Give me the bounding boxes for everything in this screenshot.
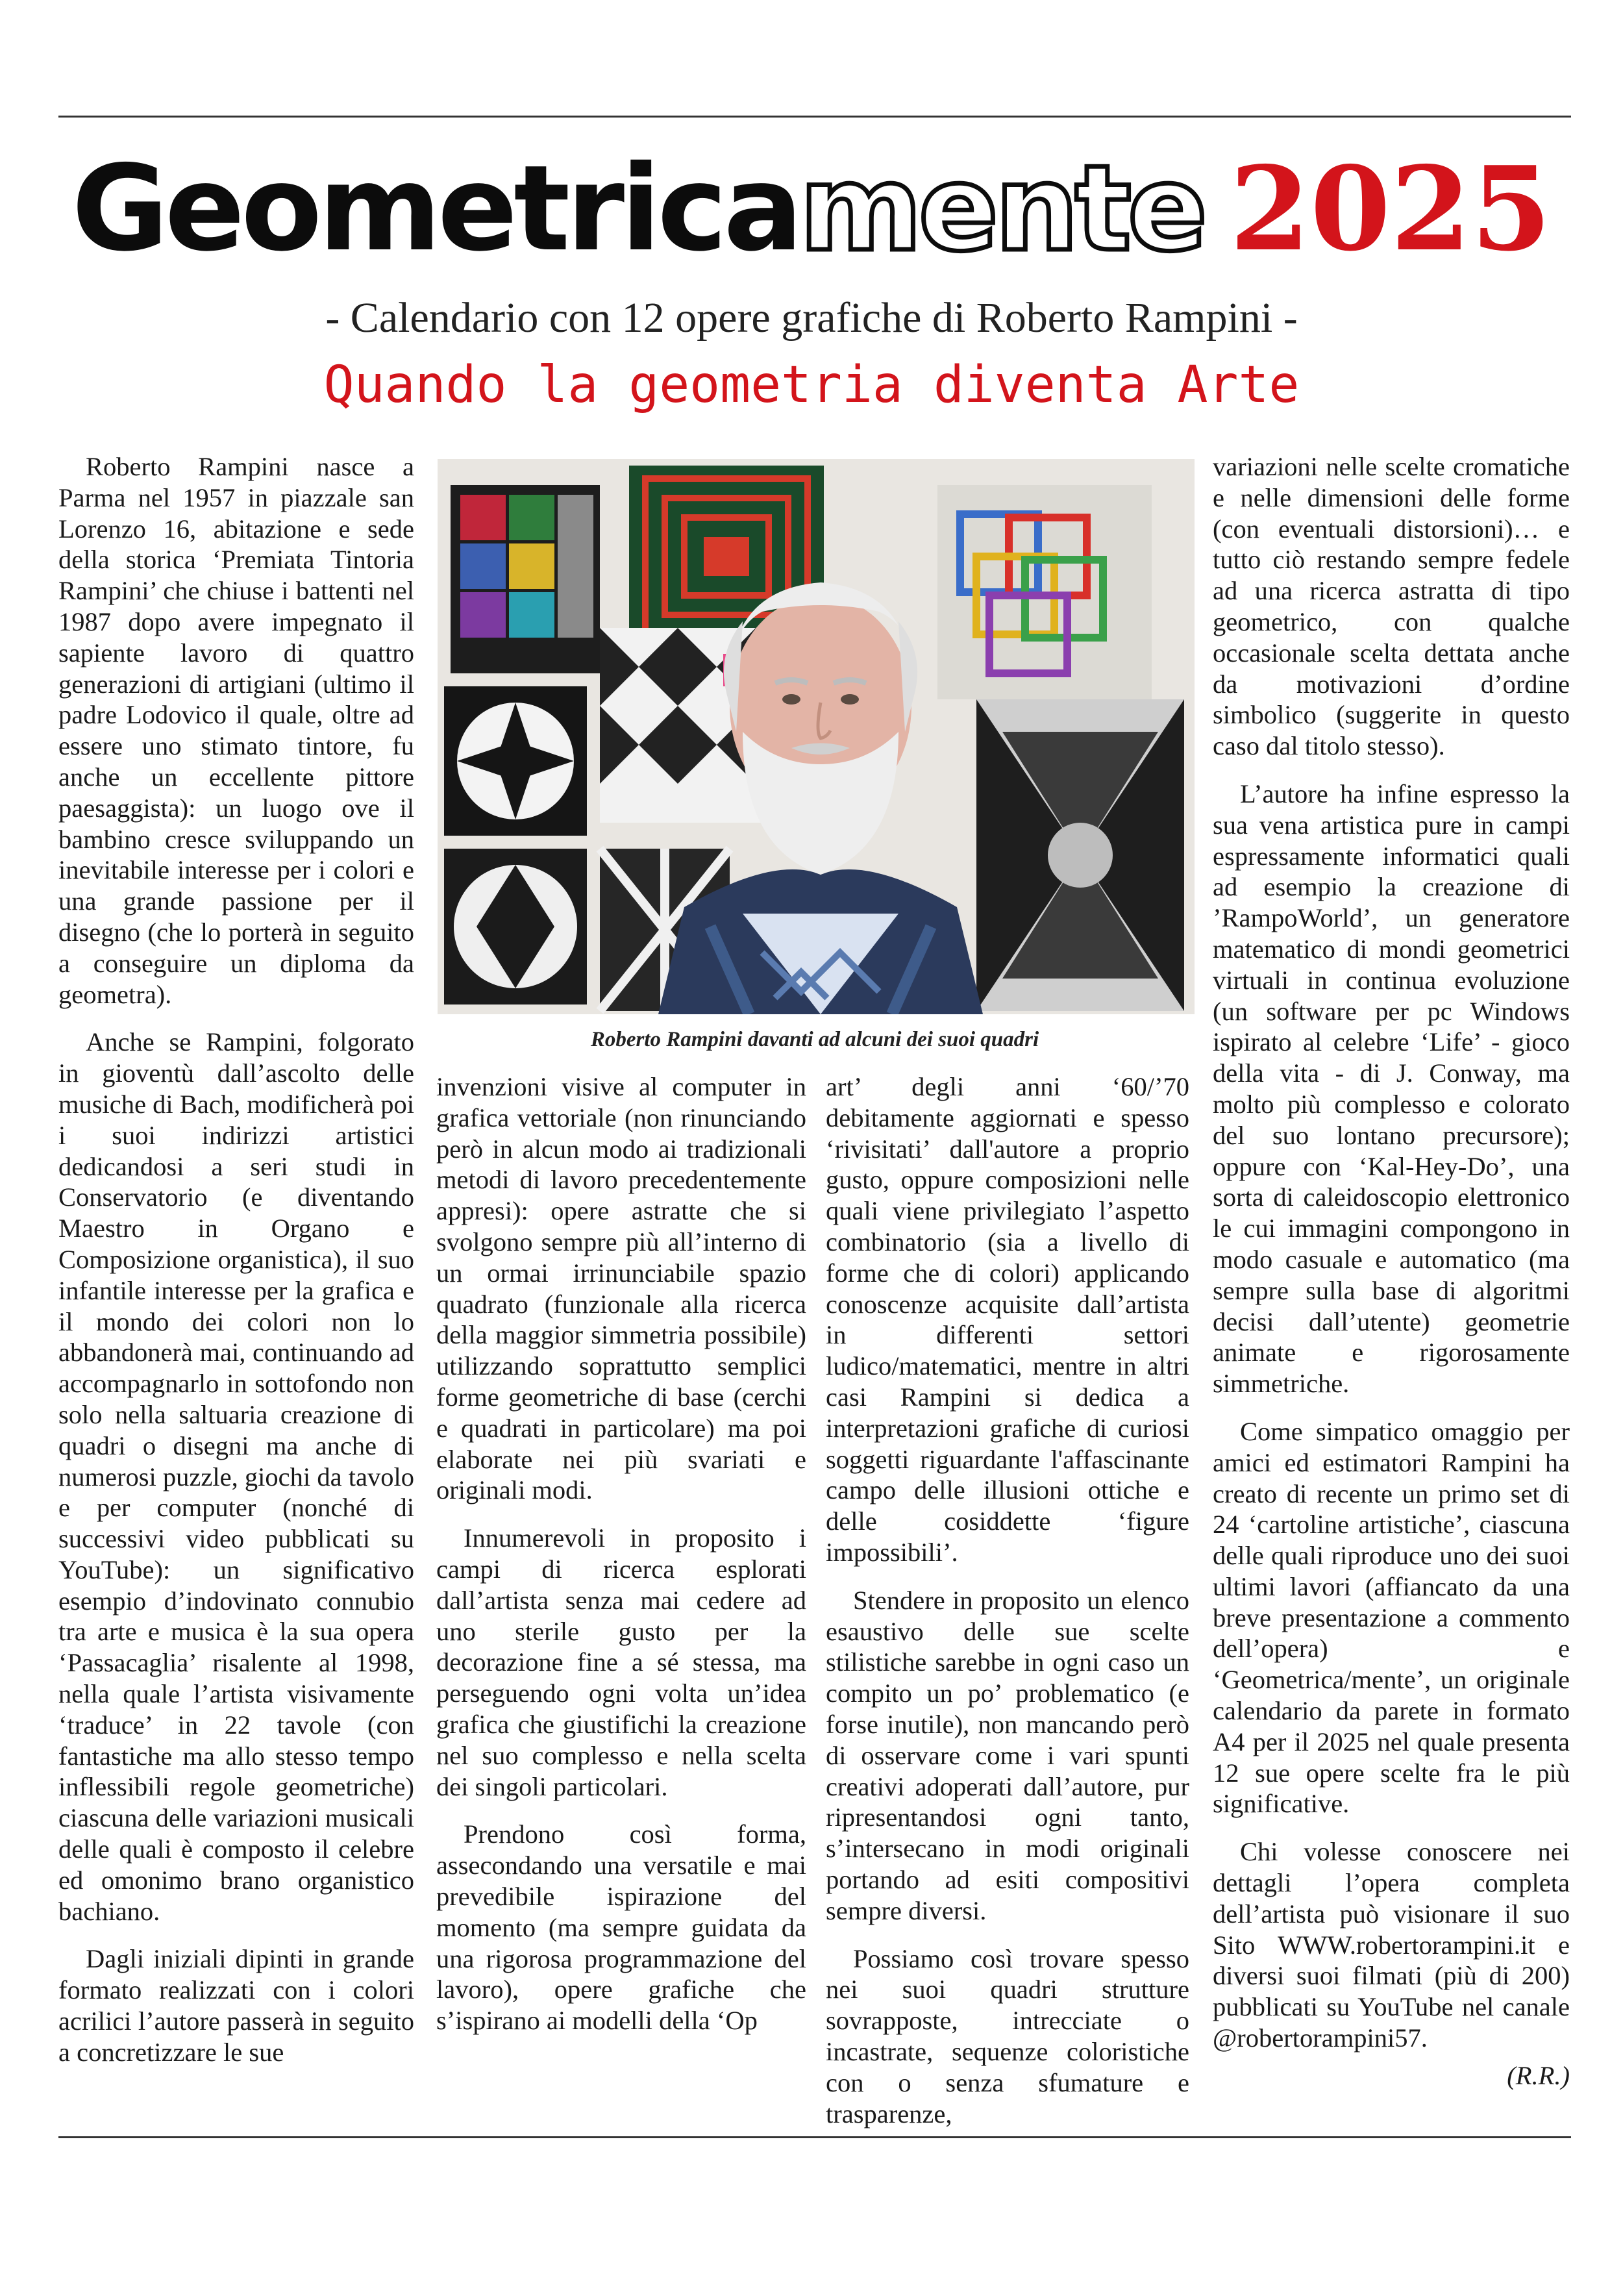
article-column-1 bbox=[58, 451, 414, 2085]
paragraph: Chi volesse conoscere nei dettagli l’opera completa dell’artista può visionare il suo Sito WWW.robertorampini.it e diversi suoi filmati (più di 200) pubblicati su YouTube nel canale @robertorampini57. bbox=[1213, 1837, 1570, 2053]
photo-illustration bbox=[438, 459, 1195, 1014]
paragraph: variazioni nelle scelte cromatiche e nelle dimensioni delle forme (con eventuali distorsioni)… e tutto ciò restando sempre fedele ad una ricerca astratta di tipo geometrico, con qualche occasionale scelta dettata anche da motivazioni d’ordine simbolico (suggerite in questo caso dal titolo stesso). bbox=[1213, 452, 1570, 761]
painting-interlocked-squares bbox=[937, 485, 1152, 699]
paragraph: invenzioni visive al computer in grafica vettoriale (non rinunciando però in alcun modo ai tradizionali metodi di lavoro precedentemente appresi): opere astratte che si svolgono sempre più all’interno di un ormai irrinunciabile spazio quadrato (funzionale alla ricerca della maggior simmetria possibile) utilizzando soprattutto semplici forme geometriche di base (cerchi e quadrati in particolare) ma poi elaborate nei più svariati e originali modi. bbox=[436, 1072, 806, 1505]
painting-checker bbox=[451, 485, 600, 673]
article-column-2 bbox=[436, 1071, 806, 2053]
photo-caption: Roberto Rampini davanti ad alcuni dei suoi quadri bbox=[590, 1028, 1039, 1051]
article-column-3 bbox=[826, 1071, 1189, 2146]
signature: (R.R.) bbox=[1507, 2060, 1570, 2090]
paragraph: Prendono così forma, assecondando una versatile e mai prevedibile ispirazione del momento (ma sempre guidata da una rigorosa programmazione del lavoro), opere grafiche che s’ispirano ai modelli della ‘Op bbox=[436, 1819, 806, 2036]
title-geometrica: Geometrica bbox=[71, 140, 800, 277]
paragraph: art’ degli anni ‘60/’70 debitamente aggiornati e spesso ‘rivisitati’ dall'autore a proprio gusto, oppure composizioni nelle quali viene privilegiato l’aspetto combinatorio (sia a livello di forme che di colori) applicando conoscenze acquisite dall’artista in differenti settori ludico/matematici, mentre in altri casi Rampini si dedica a interpretazioni grafiche di curiosi soggetti riguardante l'affascinante campo delle illusioni ottiche e delle cosiddette ‘figure impossibili’. bbox=[826, 1072, 1189, 1567]
headline: Quando la geometria diventa Arte bbox=[323, 356, 1300, 414]
article-column-4 bbox=[1213, 451, 1570, 2091]
paragraph: Stendere in proposito un elenco esaustivo delle sue scelte stilistiche sarebbe in ogni caso un compito un po’ problematico (e forse inutile), non mancando però di osservare come i vari spunti creativi adoperati dall’autore, pur ripresentandosi ogni tanto, s’intersecano in modi originali portando ad esiti compositivi sempre diversi. bbox=[826, 1585, 1189, 1925]
painting-triangles bbox=[976, 699, 1184, 1011]
paragraph: L’autore ha infine espresso la sua vena artistica pure in campi espressamente informatici quali ad esempio la creazione di ’RampoWorld’, un generatore matematico di mondi geometrici virtuali in continua evoluzione (un software per pc Windows ispirato al celebre ‘Life’ - gioco della vita - di J. Conway, ma molto più complesso e colorato del suo lontano precursore); oppure con ‘Kal-Hey-Do’, una sorta di caleidoscopio elettronico le cui immagini compongono in modo casuale e automatico (ma sempre sulla base di algoritmi decisi dall’utente) geometrie animate e rigorosamente simmetriche. bbox=[1213, 779, 1570, 1399]
paragraph: Innumerevoli in proposito i campi di ricerca esplorati dall’artista senza mai cedere ad uno sterile gusto per la decorazione fine a sé stessa, ma perseguendo ogni volta un’idea grafica che giustifichi la creazione nel suo complesso e nella scelta dei singoli particolari. bbox=[436, 1523, 806, 1801]
paragraph: Possiamo così trovare spesso nei suoi quadri strutture sovrapposte, intrecciate o incastrate, sequenze coloristiche con o senza sfumature e trasparenze, bbox=[826, 1943, 1189, 2128]
subtitle: - Calendario con 12 opere grafiche di Roberto Rampini - bbox=[325, 294, 1298, 342]
top-rule bbox=[58, 116, 1571, 118]
paragraph: Anche se Rampini, folgorato in gioventù dall’ascolto delle musiche di Bach, modificherà poi i suoi indirizzi artistici dedicandosi a seri studi in Conservatorio (e diventando Maestro in Organo e Composizione organistica), il suo infantile interesse per la grafica e il mondo dei colori non lo abbandonerà mai, continuando ad accompagnarlo in sottofondo non solo nella saltuaria creazione di quadri o disegni ma anche di numerosi puzzle, giochi da tavolo e per computer (nonché di successivi video pubblicati su YouTube): un significativo esempio d’indovinato connubio tra arte e musica è la sua opera ‘Passacaglia’ risalente al 1998, nella quale l’artista visivamente ‘traduce’ in 22 tavole (con fantastiche ma allo stesso tempo inflessibili regole geometriche) ciascuna delle variazioni musicali delle quali è composto il celebre ed omonimo brano organistico bachiano. bbox=[58, 1027, 414, 1926]
paragraph: Come simpatico omaggio per amici ed estimatori Rampini ha creato di recente un primo set di 24 ‘cartoline artistiche’, ciascuna delle quali riproduce uno dei suoi ultimi lavori (affiancato da una breve presentazione a commento dell’opera) e ‘Geometrica/mente’, un originale calendario da parete in formato A4 per il 2025 nel quale presenta 12 sue opere scelte fra le più significative. bbox=[1213, 1416, 1570, 1819]
paragraph: Dagli iniziali dipinti in grande formato realizzati con i colori acrilici l’autore passerà in seguito a concretizzare le sue bbox=[58, 1944, 414, 2067]
bottom-rule bbox=[58, 2136, 1571, 2138]
title-year: 2025 bbox=[1230, 141, 1552, 277]
paragraph: Roberto Rampini nasce a Parma nel 1957 in piazzale san Lorenzo 16, abitazione e sede della storica ‘Premiata Tintoria Rampini’ che chiuse i battenti nel 1987 dopo avere impegnato il sapiente lavoro di quattro generazioni di artigiani (ultimo il padre Lodovico il quale, oltre ad essere uno stimato tintore, fu anche un eccellente pittore paesaggista): un luogo ove il bambino cresce sviluppando un inevitabile interesse per i colori e una grande passione per il disegno (che lo porterà in seguito a conseguire un diploma da geometra). bbox=[58, 452, 414, 1009]
page-title bbox=[0, 140, 1623, 277]
title-mente: mente bbox=[799, 140, 1204, 277]
artist-photo bbox=[438, 459, 1195, 1014]
